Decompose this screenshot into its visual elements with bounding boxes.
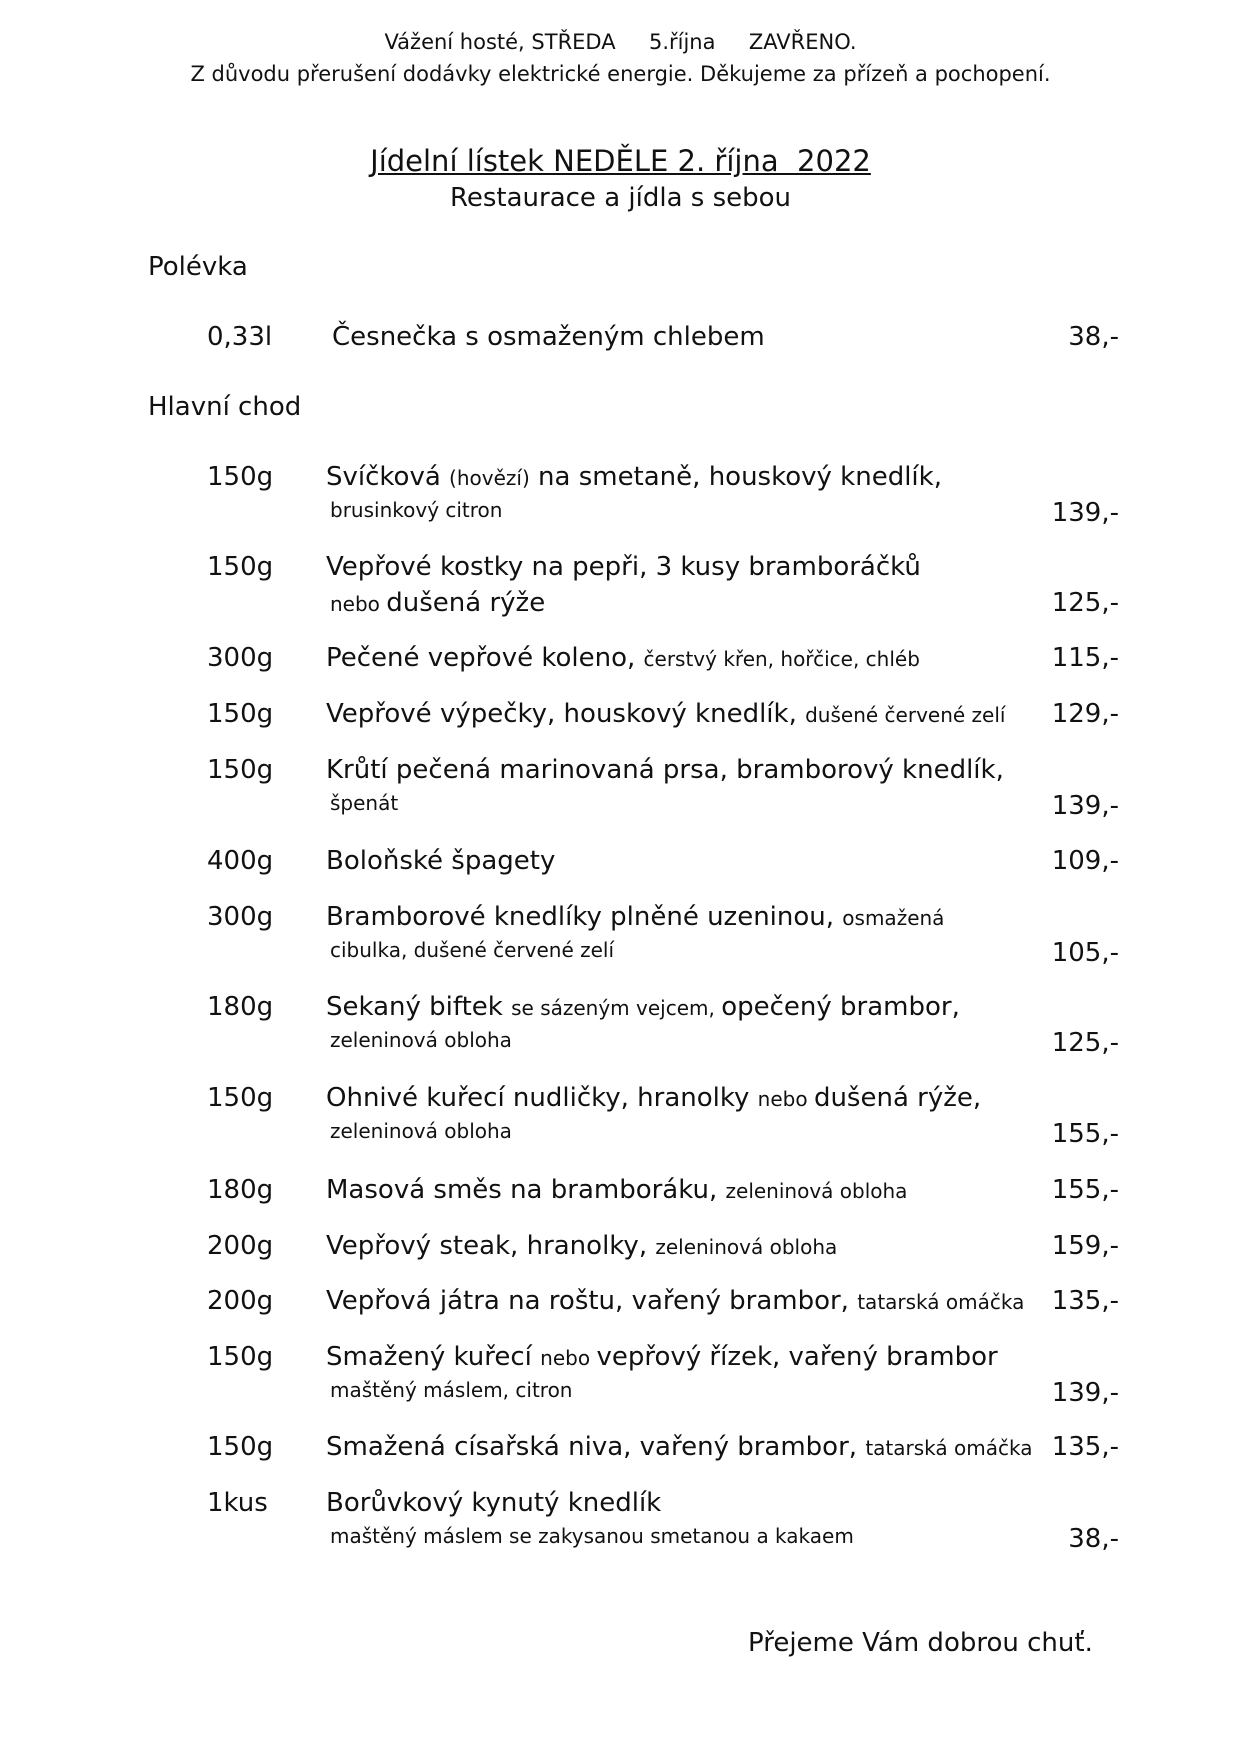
section-heading-soup: Polévka (148, 252, 248, 282)
item-name-part: Svíčková (326, 462, 450, 492)
item-price: 125,- (1051, 1028, 1119, 1058)
item-side-note: zeleninová obloha (655, 1235, 838, 1259)
item-name-part: Vepřové výpečky, houskový knedlík, (326, 699, 806, 729)
item-description: brusinkový citron (330, 498, 503, 522)
item-price: 38,- (1068, 322, 1119, 352)
item-side-note: dušené červené zelí (805, 703, 1006, 727)
item-price: 105,- (1051, 938, 1119, 968)
closure-notice-line-1: Vážení hosté, STŘEDA 5.října ZAVŘENO. (384, 30, 857, 54)
item-price: 38,- (1068, 1524, 1119, 1554)
item-quantity: 1kus (207, 1488, 268, 1518)
item-quantity: 150g (207, 1083, 274, 1113)
item-price: 109,- (1051, 846, 1119, 876)
item-name (326, 699, 1005, 729)
item-name (326, 462, 942, 492)
item-name-part: Smažený kuřecí (326, 1342, 541, 1372)
item-quantity: 400g (207, 846, 274, 876)
item-name (326, 755, 1004, 785)
item-name-part: Vepřové kostky na pepři, 3 kusy bramboráčků (326, 552, 921, 582)
item-name (326, 1432, 1032, 1462)
item-name-part: na smetaně, houskový knedlík, (529, 462, 942, 492)
item-quantity: 180g (207, 1175, 274, 1205)
item-description-text: dušená rýže (386, 588, 546, 618)
item-price: 115,- (1051, 643, 1119, 673)
item-price: 125,- (1051, 588, 1119, 618)
item-side-note: osmažená (842, 906, 945, 930)
item-name (326, 1342, 998, 1372)
item-quantity: 150g (207, 755, 274, 785)
item-name (326, 552, 921, 582)
item-name-part: Bramborové knedlíky plněné uzeninou, (326, 902, 843, 932)
item-quantity: 300g (207, 643, 274, 673)
item-price: 139,- (1051, 498, 1119, 528)
item-side-note: tatarská omáčka (865, 1436, 1033, 1460)
closing-wish: Přejeme Vám dobrou chuť. (748, 1628, 1093, 1658)
item-name-part: Ohnivé kuřecí nudličky, hranolky (326, 1083, 758, 1113)
item-name (326, 1083, 981, 1113)
item-name: Česnečka s osmaženým chlebem (332, 322, 765, 352)
item-name-part: Masová směs na bramboráku, (326, 1175, 726, 1205)
item-name-part: Krůtí pečená marinovaná prsa, bramborový knedlík, (326, 755, 1004, 785)
item-name (326, 846, 555, 876)
item-quantity: 200g (207, 1286, 274, 1316)
item-price: 135,- (1051, 1286, 1119, 1316)
item-side-note: tatarská omáčka (857, 1290, 1025, 1314)
item-name-part: vepřový řízek, vařený brambor (596, 1342, 998, 1372)
item-name (326, 1286, 1024, 1316)
item-name-part: dušená rýže, (813, 1083, 982, 1113)
item-description: maštěný máslem, citron (330, 1378, 573, 1402)
menu-subtitle: Restaurace a jídla s sebou (449, 183, 792, 213)
item-price: 159,- (1051, 1231, 1119, 1261)
item-name-part: Sekaný biftek (326, 992, 512, 1022)
item-side-note: se sázeným vejcem, (511, 996, 722, 1020)
item-quantity: 150g (207, 1432, 274, 1462)
item-name-part: opečený brambor, (721, 992, 960, 1022)
item-name (326, 1488, 661, 1518)
item-side-note: nebo (330, 592, 387, 616)
menu-title: Jídelní lístek NEDĚLE 2. října 2022 (370, 144, 871, 178)
item-quantity: 180g (207, 992, 274, 1022)
item-name-part: Smažená císařská niva, vařený brambor, (326, 1432, 866, 1462)
item-side-note: zeleninová obloha (725, 1179, 908, 1203)
item-name-part: Vepřový steak, hranolky, (326, 1231, 656, 1261)
closure-notice-line-2: Z důvodu přerušení dodávky elektrické energie. Děkujeme za přízeň a pochopení. (190, 62, 1051, 86)
item-side-note: nebo (540, 1346, 597, 1370)
item-price: 129,- (1051, 699, 1119, 729)
item-name (326, 1175, 907, 1205)
item-name-part: Pečené vepřové koleno, (326, 643, 644, 673)
item-name (326, 902, 944, 932)
item-quantity: 150g (207, 699, 274, 729)
item-side-note: čerstvý křen, hořčice, chléb (643, 647, 920, 671)
item-name (326, 1231, 837, 1261)
item-name-part: Vepřová játra na roštu, vařený brambor, (326, 1286, 858, 1316)
item-description: špenát (330, 791, 399, 815)
item-price: 155,- (1051, 1119, 1119, 1149)
item-quantity: 150g (207, 1342, 274, 1372)
item-name-part: Borůvkový kynutý knedlík (326, 1488, 662, 1518)
item-quantity: 0,33l (207, 322, 273, 352)
item-description: cibulka, dušené červené zelí (330, 938, 615, 962)
item-name (326, 992, 960, 1022)
item-description: maštěný máslem se zakysanou smetanou a kakaem (330, 1524, 854, 1548)
item-price: 139,- (1051, 791, 1119, 821)
item-name-part: Boloňské špagety (326, 846, 556, 876)
item-price: 155,- (1051, 1175, 1119, 1205)
item-quantity: 150g (207, 462, 274, 492)
section-heading-main: Hlavní chod (148, 392, 302, 422)
item-side-note: nebo (757, 1087, 814, 1111)
item-quantity: 150g (207, 552, 274, 582)
item-description: zeleninová obloha (330, 1119, 512, 1143)
item-name (326, 643, 920, 673)
item-price: 139,- (1051, 1378, 1119, 1408)
item-description (330, 588, 545, 618)
item-quantity: 200g (207, 1231, 274, 1261)
item-side-note: (hovězí) (449, 466, 530, 490)
item-description: zeleninová obloha (330, 1028, 512, 1052)
item-price: 135,- (1051, 1432, 1119, 1462)
item-quantity: 300g (207, 902, 274, 932)
